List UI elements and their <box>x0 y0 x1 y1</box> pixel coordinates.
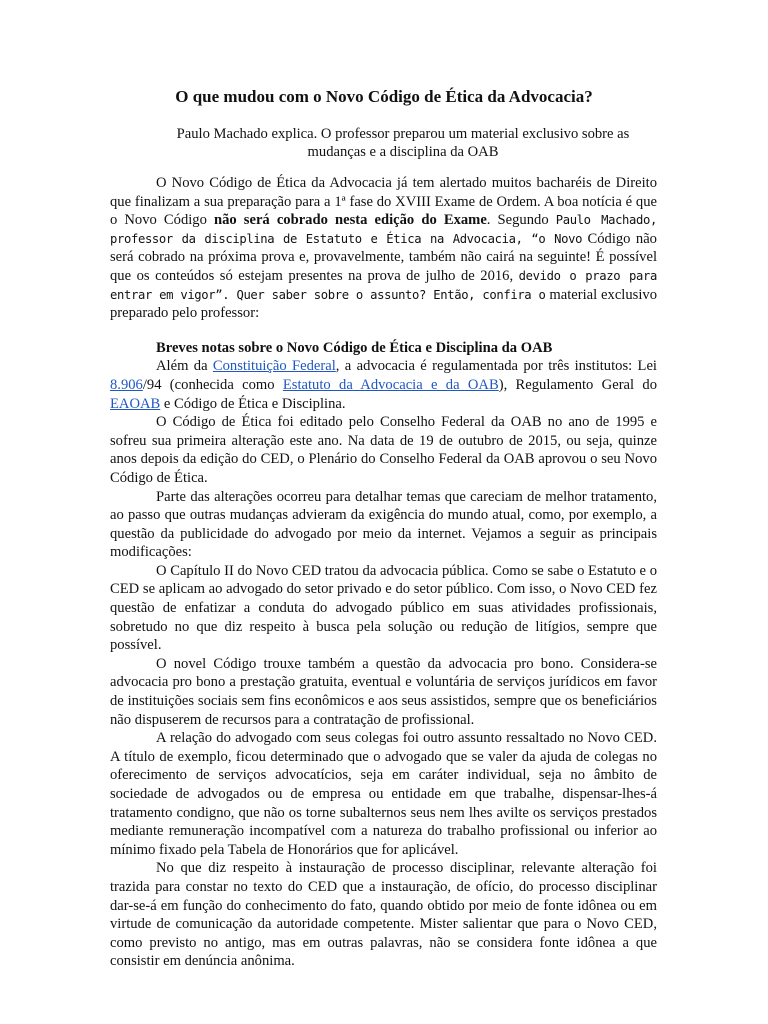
intro-mono-text-2: devido o prazo para entrar em vigor”. Quer saber sobre o assunto? Então, confira o <box>110 268 657 302</box>
intro-paragraph <box>110 174 657 323</box>
laws-paragraph <box>110 357 657 413</box>
section-heading: Breves notas sobre o Novo Código de Ética e Disciplina da OAB <box>156 339 553 356</box>
eaoab-link[interactable]: EAOAB <box>110 395 161 412</box>
laws-text-3: /94 (conhecida como <box>142 376 283 393</box>
article-body <box>110 174 657 971</box>
intro-text-2: . Segundo <box>486 212 556 229</box>
paragraph-processo-disciplinar: No que diz respeito à instauração de processo disciplinar, relevante alteração foi trazida para constar no texto do CED que a instauração, de ofício, do processo disciplinar dar-se-á em função do conhecimento do fato, quando obtido por meio de fonte idônea ou em virtude de comunicação da autoridade competente. Mister salientar que para o Novo CED, como previsto no antigo, mas em outras palavras, não se considera fonte idônea a que consistir em denúncia anônima. <box>110 860 657 970</box>
constituicao-federal-link[interactable]: Constituição Federal <box>212 358 336 375</box>
laws-text-1: Além da <box>156 358 213 375</box>
intro-bold-text: não será cobrado nesta edição do Exame <box>213 212 487 229</box>
estatuto-link[interactable]: Estatuto da Advocacia e da OAB <box>282 376 499 393</box>
paragraph-alteracoes: Parte das alterações ocorreu para detalhar temas que careciam de melhor tratamento, ao passo que outras mudanças advieram da exigência do mundo atual, como, por exemplo, a questão da publicidade do advogado por meio da internet. Vejamos a seguir as principais modificações: <box>110 488 657 561</box>
page-subtitle: Paulo Machado explica. O professor preparou um material exclusivo sobre as mudanças e a disciplina da OAB <box>176 126 630 160</box>
laws-text-4: ), Regulamento Geral do <box>498 376 657 393</box>
paragraph-relacao-colegas: A relação do advogado com seus colegas foi outro assunto ressaltado no Novo CED. A título de exemplo, ficou determinado que o advogado que se valer da ajuda de colegas no oferecimento de serviços advocatícios, seja em caráter individual, seja no âmbito de sociedade de advogados ou de empresa ou entidade em que trabalhe, dispensar-lhes-á tratamento condigno, que não os torne subalternos seus nem lhes avilte os serviços prestados mediante remuneração incompatível com a natureza do trabalho profissional ou inferior ao mínimo fixado pela Tabela de Honorários que for aplicável. <box>110 730 657 858</box>
intro-mono-text-1: Paulo Machado, professor da disciplina de Estatuto e Ética na Advocacia, “o Novo <box>110 213 657 246</box>
paragraph-advocacia-publica: O Capítulo II do Novo CED tratou da advocacia pública. Como se sabe o Estatuto e o CED se aplicam ao advogado do setor privado e do setor público. Com isso, o Novo CED fez questão de enfatizar a conduta do advogado público em suas atividades profissionais, sobretudo no que diz respeito à busca pela solução ou redução de litígios, sempre que possível. <box>110 562 657 654</box>
intro-text-4: material exclusivo preparado pelo professor: <box>110 286 657 322</box>
laws-text-5: e Código de Ética e Disciplina. <box>160 395 346 412</box>
intro-text-1: O Novo Código de Ética da Advocacia já tem alertado muitos bacharéis de Direito que finalizam a sua preparação para a 1ª fase do XVIII Exame de Ordem. A boa notícia é que o Novo Código <box>110 175 657 229</box>
page-title: O que mudou com o Novo Código de Ética da Advocacia? <box>175 87 593 106</box>
paragraph-pro-bono: O novel Código trouxe também a questão da advocacia pro bono. Considera-se advocacia pro bono a prestação gratuita, eventual e voluntária de serviços jurídicos em favor de instituições sociais sem fins econômicos e aos seus assistidos, sempre que os beneficiários não dispuserem de recursos para a contratação de profissional. <box>110 655 657 728</box>
paragraph-codigo-etica: O Código de Ética foi editado pelo Conselho Federal da OAB no ano de 1995 e sofreu sua primeira alteração este ano. Na data de 19 de outubro de 2015, ou seja, quinze anos depois da edição do CED, o Plenário do Conselho Federal da OAB aprovou o seu Novo Código de Ética. <box>110 414 657 486</box>
lei-8906-link[interactable]: 8.906 <box>110 376 143 393</box>
laws-text-2: , a advocacia é regulamentada por três institutos: Lei <box>335 358 657 375</box>
intro-text-3: Código não será cobrado na próxima prova e, provavelmente, também não cairá na seguinte! É possível que os conteúdos só estejam presentes na prova de julho de 2016, <box>110 230 657 284</box>
